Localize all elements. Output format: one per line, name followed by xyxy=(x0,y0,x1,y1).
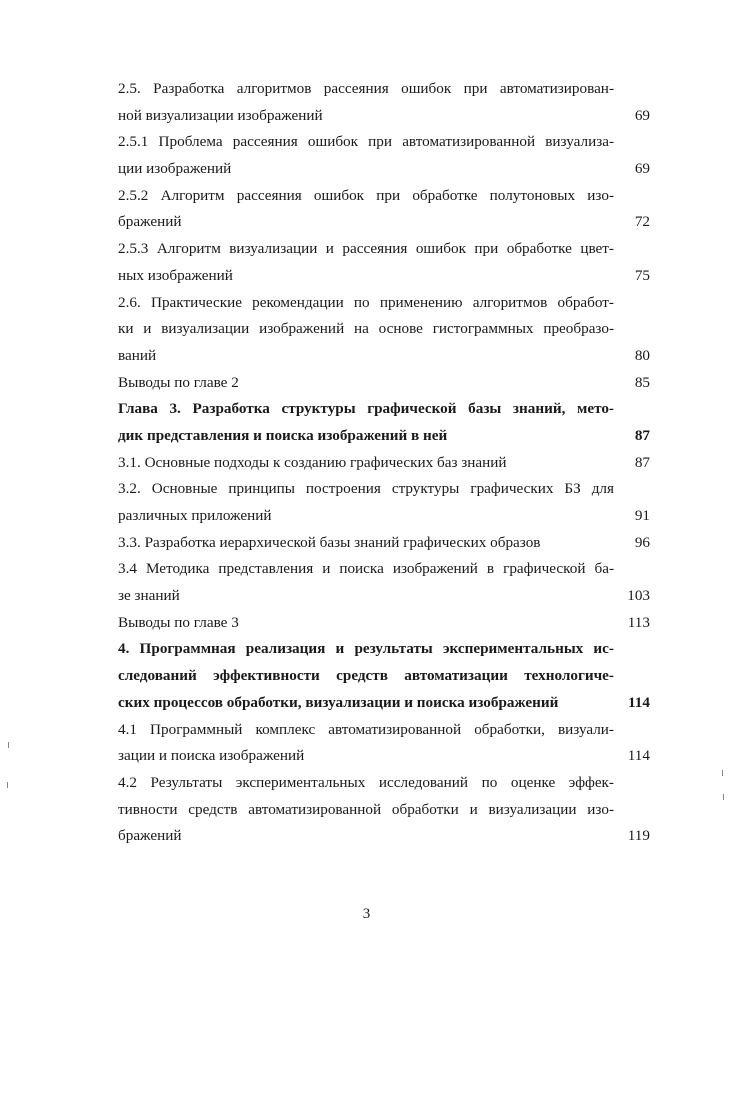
toc-text: зе знаний xyxy=(118,587,180,605)
toc-entry-chapter-3 xyxy=(118,396,658,449)
scan-speck xyxy=(723,794,724,800)
toc-line xyxy=(118,797,658,824)
toc-page-number: 87 xyxy=(634,426,650,444)
toc-text: 2.5.1 Проблема рассеяния ошибок при автоматизированной визуализа- xyxy=(118,133,614,151)
toc-line xyxy=(118,663,658,690)
toc-text: 3.2. Основные принципы построения структуры графических БЗ для xyxy=(118,480,614,498)
toc-line xyxy=(118,770,658,797)
toc-text: 3.4 Методика представления и поиска изображений в графической ба- xyxy=(118,560,614,578)
toc-text: Выводы по главе 3 xyxy=(118,613,239,631)
toc-text: 4.2 Результаты экспериментальных исследований по оценке эффек- xyxy=(118,773,614,791)
toc-text: 3.1. Основные подходы к созданию графических баз знаний xyxy=(118,453,507,471)
toc-line xyxy=(118,690,658,717)
toc-entry-2-5-2 xyxy=(118,183,658,236)
toc-page-number: 114 xyxy=(627,747,650,765)
toc-page-number: 87 xyxy=(634,453,650,471)
toc-text: бражений xyxy=(118,213,182,231)
toc-entry-3-4 xyxy=(118,556,658,609)
toc-text: ки и визуализации изображений на основе гистограммных преобразо- xyxy=(118,320,614,338)
toc-page-number: 119 xyxy=(627,827,650,845)
toc-line xyxy=(118,610,658,637)
toc-line xyxy=(118,103,658,130)
toc-page-number: 75 xyxy=(634,266,650,284)
toc-page-number: 96 xyxy=(634,533,650,551)
toc-line xyxy=(118,129,658,156)
toc-page-number: 85 xyxy=(634,373,650,391)
scan-speck xyxy=(7,782,8,788)
toc-page-number: 114 xyxy=(628,693,650,711)
toc-entry-3-1 xyxy=(118,450,658,477)
toc-entry-conclusions-2 xyxy=(118,370,658,397)
toc-line xyxy=(118,503,658,530)
toc-text: ции изображений xyxy=(118,160,232,178)
toc-line xyxy=(118,636,658,663)
toc-line xyxy=(118,823,658,850)
toc-text: 2.5.2 Алгоритм рассеяния ошибок при обработке полутоновых изо- xyxy=(118,186,614,204)
toc-line xyxy=(118,717,658,744)
toc-line xyxy=(118,450,658,477)
toc-text: зации и поиска изображений xyxy=(118,747,305,765)
toc-text: Глава 3. Разработка структуры графической базы знаний, мето- xyxy=(118,400,614,418)
toc-entry-2-6 xyxy=(118,290,658,370)
toc-text: 3.3. Разработка иерархической базы знаний графических образов xyxy=(118,533,541,551)
toc-entry-2-5 xyxy=(118,76,658,129)
toc-text: 4. Программная реализация и результаты экспериментальных ис- xyxy=(118,640,614,658)
toc-page-number: 69 xyxy=(634,106,650,124)
toc-line xyxy=(118,396,658,423)
toc-entry-3-2 xyxy=(118,476,658,529)
toc-text: ваний xyxy=(118,346,157,364)
toc-text: ной визуализации изображений xyxy=(118,106,323,124)
table-of-contents xyxy=(118,76,658,850)
toc-line xyxy=(118,370,658,397)
toc-text: 2.6. Практические рекомендации по применению алгоритмов обработ- xyxy=(118,293,614,311)
toc-entry-4-1 xyxy=(118,717,658,770)
toc-line xyxy=(118,476,658,503)
toc-text: ных изображений xyxy=(118,266,233,284)
toc-page-number: 103 xyxy=(627,587,650,605)
toc-page-number: 91 xyxy=(634,507,650,524)
page-number: 3 xyxy=(362,906,371,922)
toc-entry-2-5-3 xyxy=(118,236,658,289)
toc-page-number: 80 xyxy=(634,346,650,364)
toc-text: ских процессов обработки, визуализации и поиска изображений xyxy=(118,693,559,711)
toc-text: 2.5.3 Алгоритм визуализации и рассеяния ошибок при обработке цвет- xyxy=(118,240,614,258)
toc-entry-conclusions-3 xyxy=(118,610,658,637)
toc-line xyxy=(118,743,658,770)
toc-line xyxy=(118,556,658,583)
toc-text: бражений xyxy=(118,827,182,845)
toc-text: 2.5. Разработка алгоритмов рассеяния ошибок при автоматизирован- xyxy=(118,80,614,97)
toc-line xyxy=(118,530,658,557)
toc-page-number: 72 xyxy=(634,213,650,231)
toc-line xyxy=(118,236,658,263)
toc-text: Выводы по главе 2 xyxy=(118,373,239,391)
toc-entry-chapter-4 xyxy=(118,636,658,716)
toc-line xyxy=(118,343,658,370)
toc-line xyxy=(118,263,658,290)
toc-entry-3-3 xyxy=(118,530,658,557)
scan-speck xyxy=(722,770,723,776)
toc-text: 4.1 Программный комплекс автоматизированной обработки, визуали- xyxy=(118,720,614,738)
toc-text: следований эффективности средств автоматизации технологиче- xyxy=(118,667,614,685)
toc-entry-2-5-1 xyxy=(118,129,658,182)
toc-line xyxy=(118,316,658,343)
toc-line xyxy=(118,209,658,236)
toc-line xyxy=(118,423,658,450)
toc-line xyxy=(118,583,658,610)
toc-line xyxy=(118,290,658,317)
toc-text: различных приложений xyxy=(118,507,272,524)
toc-text: тивности средств автоматизированной обработки и визуализации изо- xyxy=(118,800,614,818)
toc-line xyxy=(118,76,658,103)
toc-page-number: 113 xyxy=(627,613,650,631)
toc-page-number: 69 xyxy=(634,160,650,178)
scan-speck xyxy=(8,742,9,748)
toc-entry-4-2 xyxy=(118,770,658,850)
toc-line xyxy=(118,156,658,183)
toc-line xyxy=(118,183,658,210)
toc-text: дик представления и поиска изображений в ней xyxy=(118,426,448,444)
